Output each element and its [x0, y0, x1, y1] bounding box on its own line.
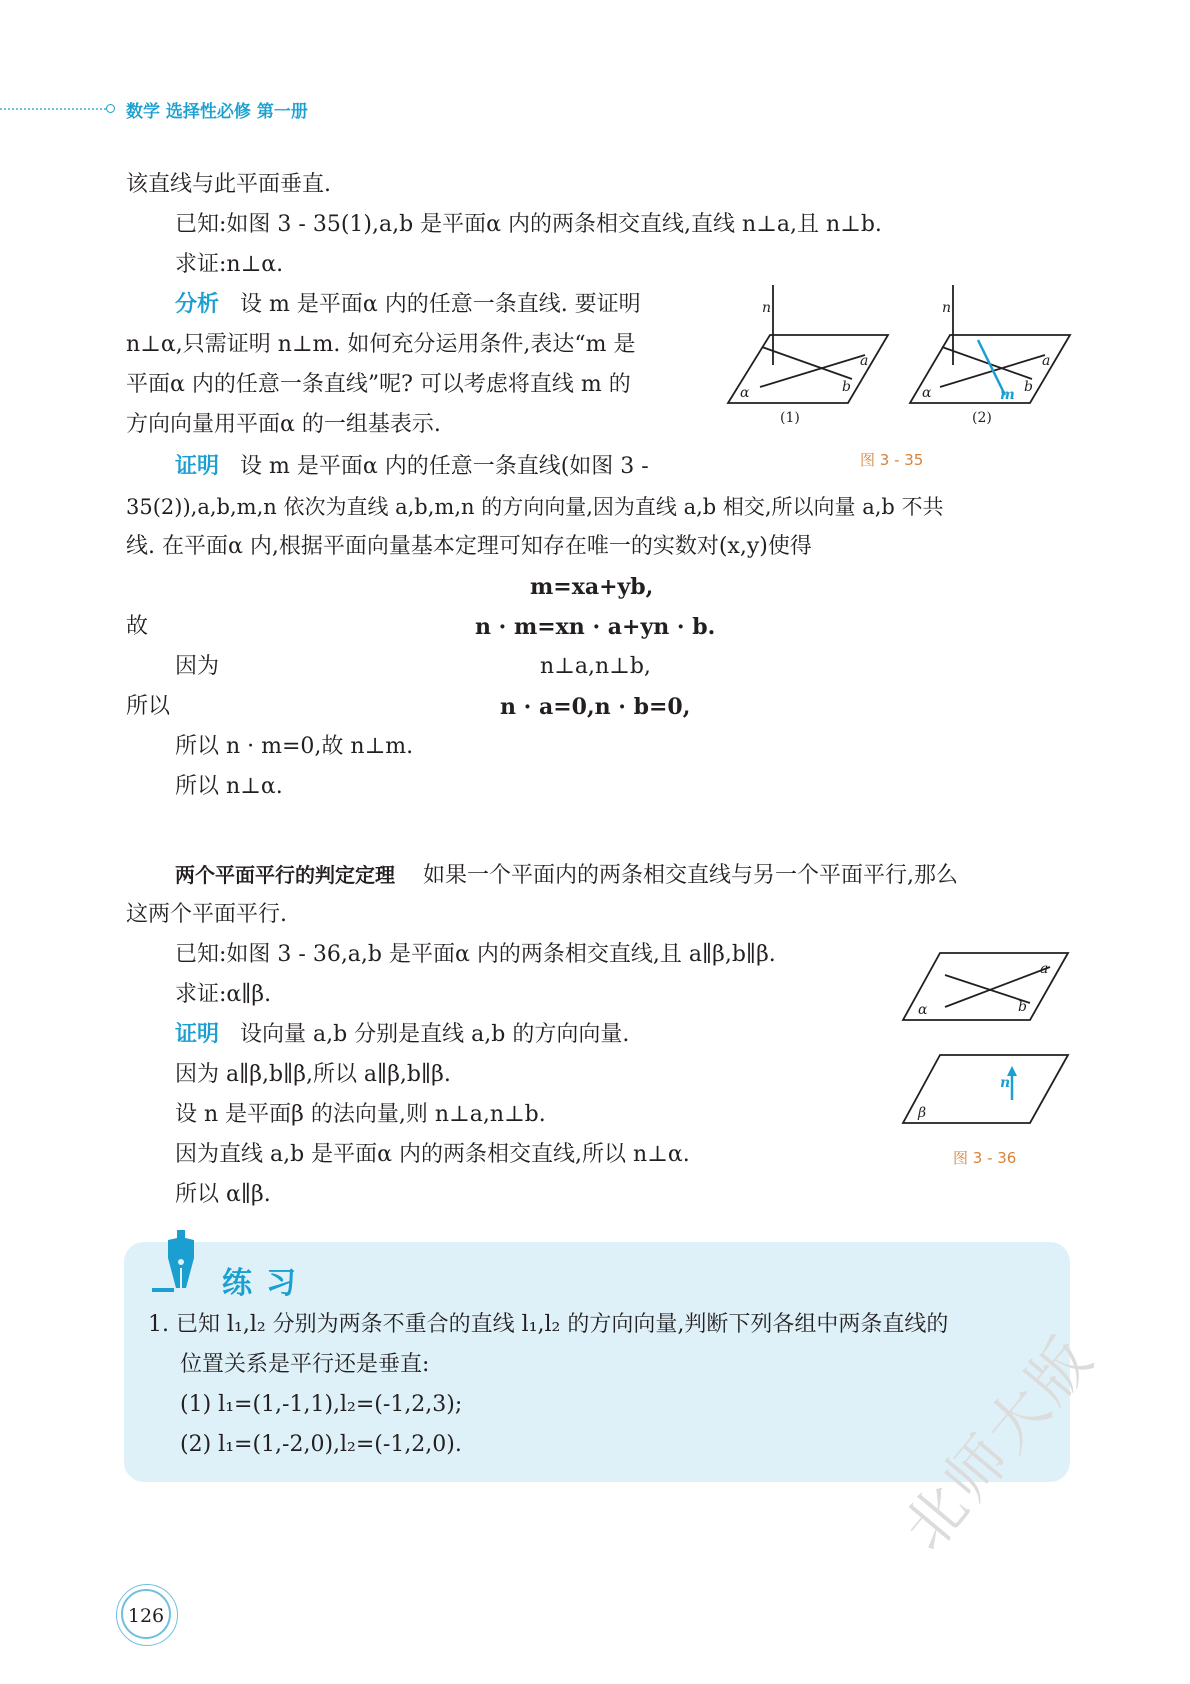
plane-beta [903, 1055, 1068, 1123]
exercise-question: 位置关系是平行还是垂直: [180, 1352, 430, 1377]
proof-paragraph [175, 452, 649, 482]
theorem-title: 两个平面平行的判定定理 [175, 863, 395, 887]
analysis-line: 方向向量用平面α 的一组基表示. [126, 412, 441, 437]
label-n: n [942, 300, 952, 316]
word-suoyi: 所以 [126, 694, 171, 719]
word-gu: 故 [126, 614, 149, 639]
proof-line: 因为直线 a,b 是平面α 内的两条相交直线,所以 n⊥α. [175, 1142, 690, 1167]
proof-label: 证明 [175, 1022, 220, 1047]
conclusion-line: 所以 n⊥α. [175, 774, 283, 799]
conclusion-line: 所以 n · m=0,故 n⊥m. [175, 734, 414, 759]
text-line: 该直线与此平面垂直. [126, 172, 331, 197]
proof-line: 35(2)),a,b,m,n 依次为直线 a,b,m,n 的方向向量,因为直线 a,b 相交,所以向量 a,b 不共 [126, 495, 944, 519]
label-a: a [1042, 353, 1051, 369]
proof-line: 设向量 a,b 分别是直线 a,b 的方向向量. [240, 1022, 630, 1047]
label-m: m [1000, 387, 1015, 403]
page-number: 126 [121, 1589, 171, 1639]
equation: n · m=xn · a+yn · b. [475, 614, 716, 640]
figure-3-36 [900, 945, 1080, 1130]
line-b [945, 967, 1050, 1007]
word-yinwei: 因为 [175, 654, 220, 679]
proof-line: 因为 a∥β,b∥β,所以 a∥β,b∥β. [175, 1062, 451, 1087]
label-a: a [1040, 961, 1049, 977]
analysis-paragraph [175, 290, 641, 320]
analysis-label: 分析 [175, 292, 220, 317]
label-alpha: α [740, 385, 750, 401]
theorem-text: 这两个平面平行. [126, 902, 287, 927]
label-alpha: α [922, 385, 932, 401]
label-b: b [1018, 999, 1027, 1015]
book-title: 数学 选择性必修 第一册 [126, 102, 308, 122]
label-a: a [860, 353, 869, 369]
proof-line: 设 n 是平面β 的法向量,则 n⊥a,n⊥b. [175, 1102, 546, 1127]
exercise-item: (1) l₁=(1,-1,1),l₂=(-1,2,3); [180, 1392, 463, 1417]
proof-line: 所以 α∥β. [175, 1182, 271, 1207]
watermark: 北师大版 [889, 1322, 1109, 1564]
plane-alpha-2 [910, 335, 1070, 403]
label-n: n [762, 300, 772, 316]
pen-nib-icon [150, 1228, 210, 1298]
proof-line: 设 m 是平面α 内的任意一条直线(如图 3 - [240, 454, 649, 479]
given-line: 已知:如图 3 - 35(1),a,b 是平面α 内的两条相交直线,直线 n⊥a,且 n⊥b. [175, 212, 882, 237]
exercise-question: 1. 已知 l₁,l₂ 分别为两条不重合的直线 l₁,l₂ 的方向向量,判断下列各组中两条直线的 [148, 1312, 949, 1337]
figure-caption: 图 3 - 36 [953, 1149, 1017, 1167]
exercise-item: (2) l₁=(1,-2,0),l₂=(-1,2,0). [180, 1432, 462, 1457]
label-b: b [1024, 379, 1033, 395]
label-beta: β [918, 1105, 927, 1121]
header-dot [106, 104, 115, 113]
label-alpha: α [918, 1002, 928, 1018]
equation: m=xa+yb, [530, 574, 654, 600]
equation: n⊥a,n⊥b, [540, 654, 651, 679]
exercise-title: 练习 [222, 1266, 310, 1301]
sub-caption-2: (2) [972, 410, 992, 426]
sub-caption-1: (1) [780, 410, 800, 426]
prove-line: 求证:n⊥α. [175, 252, 284, 277]
proof-line: 线. 在平面α 内,根据平面向量基本定理可知存在唯一的实数对(x,y)使得 [126, 534, 812, 559]
label-b: b [842, 379, 851, 395]
label-n: n [1000, 1075, 1011, 1091]
theorem-paragraph [175, 860, 958, 891]
prove-line: 求证:α∥β. [175, 982, 272, 1007]
plane-alpha-1 [728, 335, 888, 403]
analysis-line: 平面α 内的任意一条直线”呢? 可以考虑将直线 m 的 [126, 372, 631, 397]
figure-2 [910, 285, 1070, 403]
given-line: 已知:如图 3 - 36,a,b 是平面α 内的两条相交直线,且 a∥β,b∥β. [175, 942, 776, 967]
proof-paragraph [175, 1020, 629, 1050]
equation: n · a=0,n · b=0, [500, 694, 691, 720]
figure-caption: 图 3 - 35 [860, 451, 924, 469]
theorem-text: 如果一个平面内的两条相交直线与另一个平面平行,那么 [422, 863, 958, 888]
proof-label: 证明 [175, 454, 220, 479]
analysis-line: n⊥α,只需证明 n⊥m. 如何充分运用条件,表达“m 是 [126, 332, 636, 357]
figure-1 [728, 285, 888, 403]
header-rule [0, 108, 110, 110]
analysis-line: 设 m 是平面α 内的任意一条直线. 要证明 [240, 292, 641, 317]
